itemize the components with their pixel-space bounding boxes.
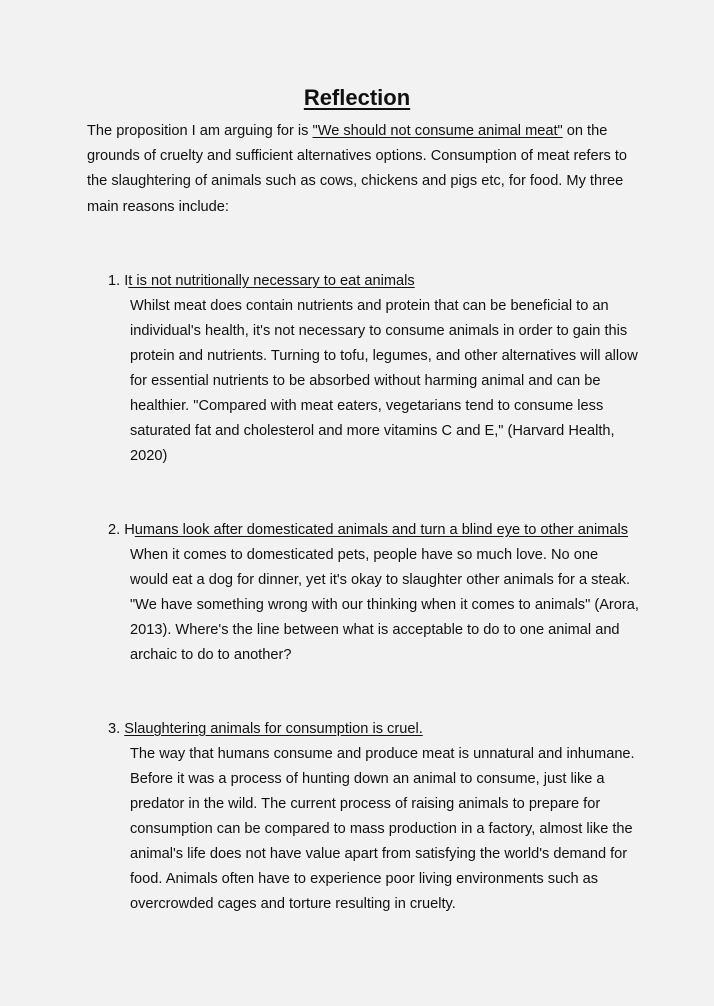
reason-heading-text: umans look after domesticated animals and turn a blind eye to other animals — [134, 522, 628, 538]
intro-rest: on the grounds of cruelty and sufficient alternatives options. Consumption of meat refers to the slaughtering of animals such as cows, chickens and pigs etc, for food. My three main reasons include: — [87, 123, 627, 215]
reason-body: The way that humans consume and produce meat is unnatural and inhumane. Before it was a process of hunting down an animal to consume, just like a predator in the wild. The current process of raising animals to prepare for consumption can be compared to mass production in a factory, almost like the animal's life does not have value apart from satisfying the world's demand for food. Animals often have to experience poor living environments such as overcrowded cages and torture resulting in cruelty. — [130, 746, 635, 912]
reason-number: 2. — [108, 522, 121, 538]
reason-body: Whilst meat does contain nutrients and protein that can be beneficial to an individual's health, it's not necessary to consume animals in order to gain this protein and nutrients. Turning to tofu, legumes, and other alternatives will allow for essential nutrients to be absorbed without harming animal and can be healthier. "Compared with meat eaters, vegetarians tend to consume less saturated fat and cholesterol and more vitamins C and E," (Harvard Health, 2020) — [130, 298, 638, 464]
reason-heading — [108, 518, 648, 543]
reason-heading-text: Slaughtering animals for consumption is cruel. — [124, 721, 423, 737]
reason-item-2 — [108, 518, 648, 668]
reason-number: 3. — [108, 721, 121, 737]
reason-heading-first: I — [124, 273, 129, 289]
reason-item-1 — [108, 269, 648, 469]
document-title: Reflection — [303, 85, 411, 110]
document-title-block — [0, 84, 714, 112]
reason-heading — [108, 269, 648, 294]
reason-body: When it comes to domesticated pets, people have so much love. No one would eat a dog for dinner, yet it's okay to slaughter other animals for a steak. "We have something wrong with our thinking when it comes to animals" (Arora, 2013). Where's the line between what is acceptable to do to one animal and archaic to do to another? — [130, 547, 639, 663]
intro-lead: The proposition I am arguing for is — [87, 123, 313, 139]
reason-heading — [108, 717, 648, 742]
reason-heading-first: H — [124, 522, 135, 538]
intro-paragraph — [87, 119, 647, 220]
reason-number: 1. — [108, 273, 121, 289]
reason-item-3 — [108, 717, 648, 917]
reason-heading-text: t is not nutritionally necessary to eat animals — [128, 273, 415, 289]
proposition-text: "We should not consume animal meat" — [312, 123, 563, 139]
